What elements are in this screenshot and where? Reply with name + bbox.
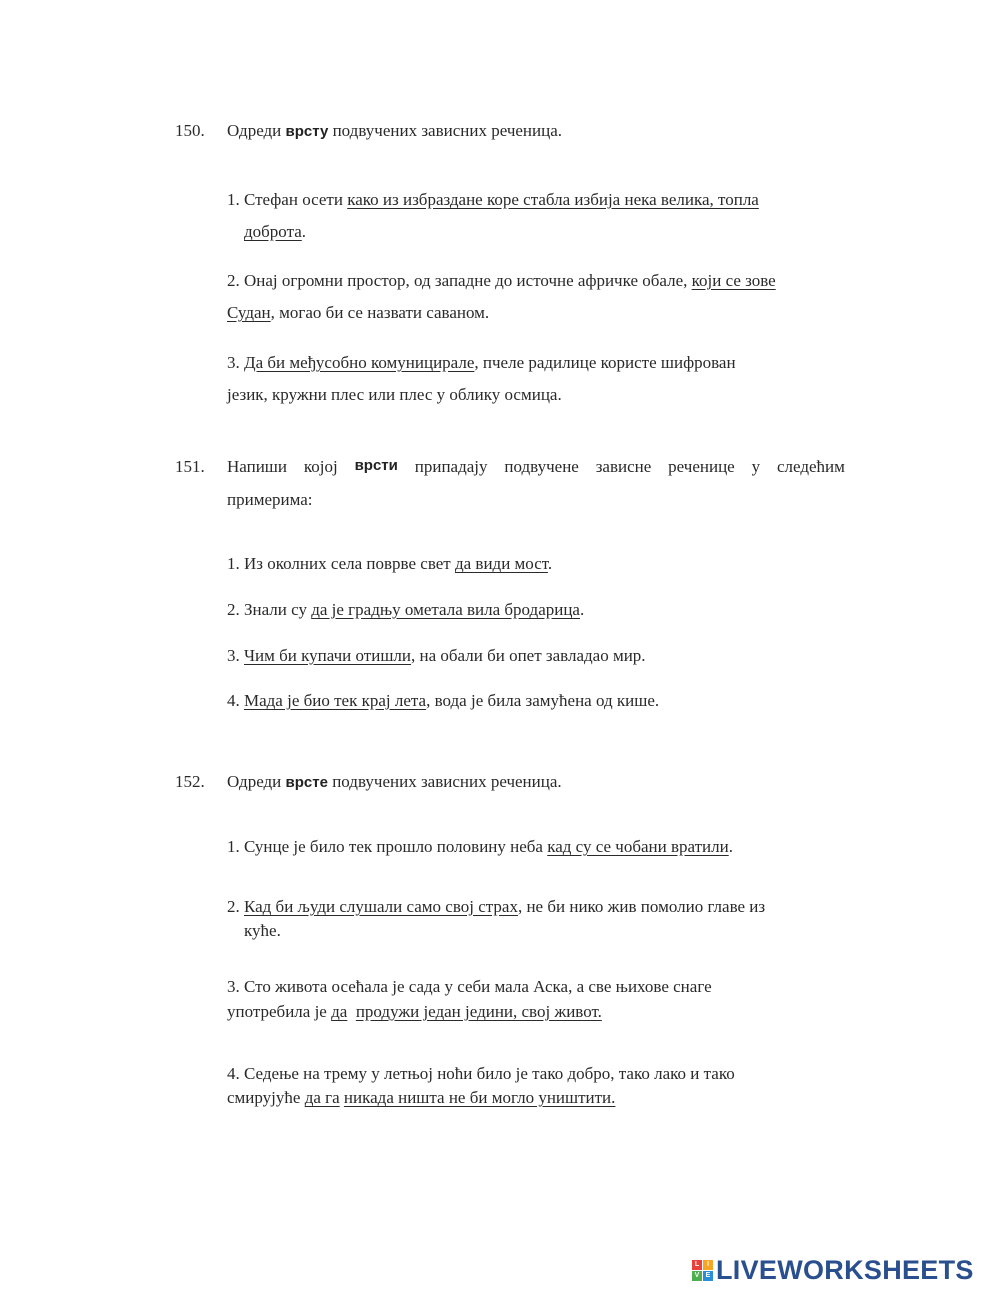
- prompt-text: подвучених зависних реченица.: [328, 121, 563, 140]
- q152-sentence-4: 4. Седење на трему у летњој ноћи било је тако добро, тако лако и тако: [227, 1064, 735, 1083]
- prompt-word: Напиши: [227, 457, 287, 476]
- q152-sentence-3-cont: [227, 1002, 602, 1022]
- q150-sentence-3: [227, 353, 736, 373]
- question-number-151: 151.: [175, 457, 205, 476]
- q151-sentence-4: [227, 691, 659, 711]
- q152-sentence-2: [227, 897, 765, 917]
- q151-sentence-2: [227, 600, 584, 620]
- underlined-clause: Кад би људи слушали само свој страх: [244, 897, 518, 916]
- underlined-clause: кад су се чобани вратили: [547, 837, 729, 856]
- q151-sentence-3: [227, 646, 646, 666]
- q150-sentence-1: [227, 190, 759, 210]
- q152-sentence-3: 3. Сто живота осећала је сада у себи мала Аска, а све њихове снаге: [227, 977, 712, 996]
- logo-icon-letter: I: [703, 1260, 713, 1270]
- underlined-clause: продужи један једини, свој живот.: [355, 1002, 602, 1021]
- underlined-clause: доброта: [244, 222, 302, 241]
- sentence-text: .: [301, 222, 307, 241]
- question-150-prompt: [227, 121, 562, 141]
- underlined-clause: никада ништа не би могло уништити.: [343, 1088, 616, 1107]
- liveworksheets-logo-icon: [692, 1260, 713, 1281]
- sentence-text: 2. Онај огромни простор, од западне до источне афричке обале,: [227, 271, 692, 290]
- prompt-word: у: [751, 457, 761, 476]
- underlined-clause: Мада је био тек крај лета: [244, 691, 427, 710]
- underlined-clause: који се зове: [691, 271, 776, 290]
- logo-icon-letter: E: [703, 1271, 713, 1281]
- prompt-text: подвучених зависних реченица.: [327, 772, 562, 791]
- sentence-text: смирујуће: [227, 1088, 305, 1107]
- sentence-text: 4.: [227, 691, 244, 710]
- sentence-text: .: [547, 554, 553, 573]
- prompt-word: следећим: [776, 457, 845, 476]
- sentence-text: употребила је: [227, 1002, 332, 1021]
- logo-icon-letter: L: [692, 1260, 702, 1270]
- prompt-word: којој: [303, 457, 338, 476]
- underlined-clause: да: [331, 1002, 348, 1021]
- prompt-text: Одреди: [227, 772, 286, 791]
- q152-sentence-4-cont: [227, 1088, 615, 1108]
- sentence-text: , пчеле радилице користе шифрован: [474, 353, 736, 372]
- q152-sentence-2-cont: куће.: [244, 921, 281, 940]
- sentence-text: 3.: [227, 353, 244, 372]
- q150-sentence-3-cont: језик, кружни плес или плес у облику осмица.: [227, 385, 562, 404]
- sentence-text: 3.: [227, 646, 244, 665]
- sentence-text: , вода је била замућена од кише.: [426, 691, 660, 710]
- sentence-text: 1. Стефан осети: [227, 190, 348, 209]
- underlined-clause: да га: [304, 1088, 340, 1107]
- underlined-clause: да види мост: [454, 554, 548, 573]
- prompt-word: зависне: [595, 457, 652, 476]
- logo-text: LIVEWORKSHEETS: [716, 1254, 974, 1285]
- question-number-152: 152.: [175, 772, 205, 791]
- q152-sentence-1: [227, 837, 733, 857]
- sentence-text: .: [579, 600, 585, 619]
- prompt-word: подвучене: [504, 457, 579, 476]
- sentence-text: , не би нико жив помолио главе из: [517, 897, 766, 916]
- sentence-text: , могао би се назвати саваном.: [270, 303, 490, 322]
- prompt-bold-word: врсте: [285, 774, 328, 791]
- prompt-word: реченице: [668, 457, 735, 476]
- sentence-text: .: [728, 837, 733, 856]
- underlined-clause: да је градњу ометала вила бродарица: [311, 600, 580, 619]
- prompt-word: припадају: [414, 457, 488, 476]
- underlined-clause: како из избраздане коре стабла избија нека велика, топла: [347, 190, 759, 209]
- q151-sentence-1: [227, 554, 552, 574]
- q150-sentence-2-cont: [227, 303, 489, 323]
- underlined-clause: Чим би купачи отишли: [244, 646, 412, 665]
- sentence-text: 1. Из околних села поврве свет: [227, 554, 455, 573]
- liveworksheets-logo: [692, 1255, 974, 1285]
- question-number-150: 150.: [175, 121, 205, 140]
- sentence-text: 2. Знали су: [227, 600, 312, 619]
- logo-icon-letter: V: [692, 1271, 702, 1281]
- question-151-prompt: [227, 457, 845, 477]
- q150-sentence-1-cont: [244, 222, 306, 242]
- prompt-bold-word: врсту: [285, 123, 329, 140]
- underlined-clause: Да би међусобно комуницирале: [244, 353, 475, 372]
- prompt-bold-word: врсти: [354, 457, 398, 474]
- question-151-prompt-cont: примерима:: [227, 490, 313, 509]
- prompt-text: Одреди: [227, 121, 286, 140]
- sentence-text: , на обали би опет завладао мир.: [411, 646, 646, 665]
- sentence-text: 2.: [227, 897, 244, 916]
- underlined-clause: Судан: [227, 303, 271, 322]
- q150-sentence-2: [227, 271, 776, 291]
- question-152-prompt: [227, 772, 562, 792]
- sentence-text: 1. Сунце је било тек прошло половину неба: [227, 837, 548, 856]
